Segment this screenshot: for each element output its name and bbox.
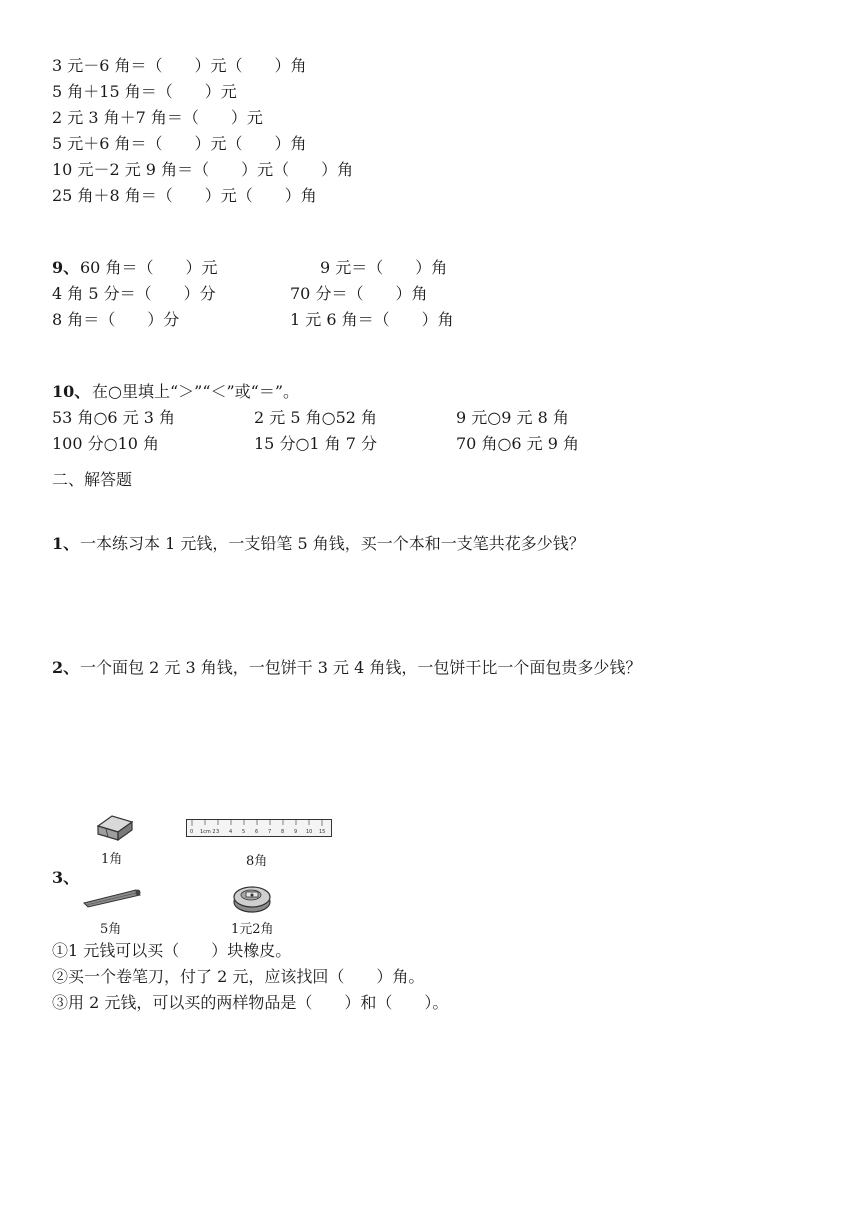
q9-r3-c2: 1 元 6 角＝（ ）角 bbox=[290, 310, 454, 329]
ruler-price: 8角 bbox=[246, 854, 268, 869]
ruler-tick-6: 6 bbox=[255, 829, 259, 835]
ruler-tick-4: 4 bbox=[229, 829, 233, 835]
q10-r2-c3: 70 角○6 元 9 角 bbox=[456, 434, 580, 453]
pencil-price: 5角 bbox=[100, 922, 122, 937]
p3-question-2: ②买一个卷笔刀，付了 2 元，应该找回（ ）角。 bbox=[52, 967, 425, 986]
p2-text: 一个面包 2 元 3 角钱，一包饼干 3 元 4 角钱，一包饼干比一个面包贵多少钱？ bbox=[80, 658, 642, 677]
p1-number: 1、 bbox=[52, 534, 80, 553]
eraser-price: 1角 bbox=[101, 852, 123, 867]
conversion-line-5: 10 元－2 元 9 角＝（ ）元（ ）角 bbox=[52, 160, 354, 179]
ruler-tick-8: 8 bbox=[281, 829, 285, 835]
ruler-tick-10: 10 bbox=[306, 829, 313, 835]
p2-number: 2、 bbox=[52, 658, 80, 677]
ruler-tick-5: 5 bbox=[242, 829, 246, 835]
conversion-line-1: 3 元－6 角＝（ ）元（ ）角 bbox=[52, 56, 307, 75]
pencil-icon bbox=[82, 886, 144, 908]
ruler-tick-0: 0 bbox=[190, 829, 194, 835]
q10-r1-c2: 2 元 5 角○52 角 bbox=[254, 408, 378, 427]
q9-r2-c2: 70 分＝（ ）角 bbox=[290, 284, 428, 303]
p3-question-1: ①1 元钱可以买（ ）块橡皮。 bbox=[52, 941, 292, 960]
ruler-tick-15: 15 bbox=[319, 829, 326, 835]
ruler-icon bbox=[186, 819, 332, 837]
q10-r2-c1: 100 分○10 角 bbox=[52, 434, 160, 453]
q9-r3-c1: 8 角＝（ ）分 bbox=[52, 310, 180, 329]
q10-number: 10、 bbox=[52, 382, 91, 401]
ruler-tick-9: 9 bbox=[294, 829, 298, 835]
p3-question-3: ③用 2 元钱，可以买的两样物品是（ ）和（ ）。 bbox=[52, 993, 449, 1012]
p1-text: 一本练习本 1 元钱，一支铅笔 5 角钱，买一个本和一支笔共花多少钱？ bbox=[80, 534, 585, 553]
q9-r1-c2: 9 元＝（ ）角 bbox=[320, 258, 448, 277]
ruler-tick-1: 1cm 2 bbox=[200, 829, 216, 835]
ruler-tick-7: 7 bbox=[268, 829, 272, 835]
sharpener-icon bbox=[232, 883, 272, 915]
q9-number: 9、 bbox=[52, 258, 80, 277]
q9-r2-c1: 4 角 5 分＝（ ）分 bbox=[52, 284, 216, 303]
section-2-title: 二、解答题 bbox=[52, 470, 133, 489]
q9-r1-c1: 60 角＝（ ）元 bbox=[80, 258, 218, 277]
q10-r1-c1: 53 角○6 元 3 角 bbox=[52, 408, 176, 427]
conversion-line-4: 5 元＋6 角＝（ ）元（ ）角 bbox=[52, 134, 307, 153]
sharpener-price: 1元2角 bbox=[231, 922, 274, 937]
conversion-line-2: 5 角＋15 角＝（ ）元 bbox=[52, 82, 237, 101]
q10-r1-c3: 9 元○9 元 8 角 bbox=[456, 408, 569, 427]
conversion-line-3: 2 元 3 角＋7 角＝（ ）元 bbox=[52, 108, 263, 127]
eraser-icon bbox=[96, 812, 136, 842]
p3-number: 3、 bbox=[52, 868, 80, 887]
ruler-tick-3: 3 bbox=[216, 829, 220, 835]
q10-instruction: 在○里填上“＞”“＜”或“＝”。 bbox=[92, 382, 300, 401]
q10-r2-c2: 15 分○1 角 7 分 bbox=[254, 434, 378, 453]
conversion-line-6: 25 角＋8 角＝（ ）元（ ）角 bbox=[52, 186, 317, 205]
